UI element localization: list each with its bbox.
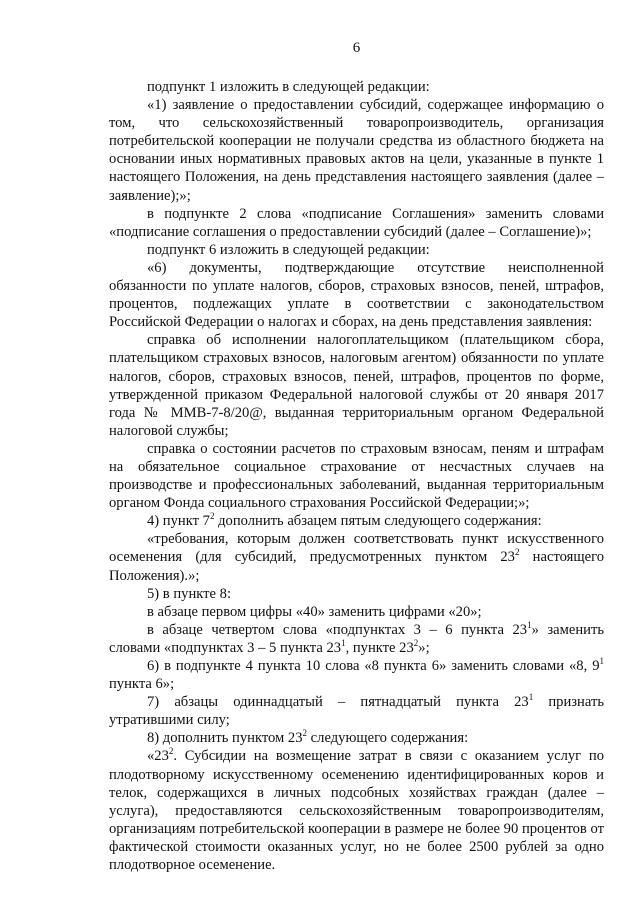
paragraph: в подпункте 2 слова «подписание Соглашения» заменить словами «подписание соглашения о предоставлении субсидий (далее – Соглашение)»; (109, 205, 604, 240)
paragraph: в абзаце первом цифры «40» заменить цифрами «20»; (147, 603, 482, 620)
paragraph: справка об исполнении налогоплательщиком (плательщиком сбора, плательщиком страховых взносов, налоговым агентом) обязанности по уплате налогов, сборов, страховых взносов, пеней, штрафов, процентов по форме, утвержденной приказом Федеральной налоговой службы от 20 января 2017 года № ММВ-7-8/20@, выданная территориальным органом Федеральной налоговой службы; (109, 332, 604, 439)
paragraph: подпункт 6 изложить в следующей редакции: (147, 241, 430, 258)
text-segment: в абзаце четвертом слова «подпунктах 3 – 6 пункта 23 (147, 621, 528, 638)
text-segment: следующего содержания: (307, 730, 469, 747)
paragraph (109, 530, 604, 584)
superscript: 2 (514, 547, 520, 558)
page-number: 6 (352, 40, 361, 56)
text-segment: настоящего Положения).»; (109, 549, 604, 584)
paragraph: 5) в пункте 8: (147, 585, 232, 602)
text-segment: «требования, которым должен соответствовать пункт искусственного осеменения (для субсидий, предусмотренных пунктом 23 (109, 531, 604, 566)
superscript: 2 (413, 638, 419, 649)
paragraph (109, 621, 604, 657)
text-segment: 7) абзацы одиннадцатый – пятнадцатый пункта 23 (147, 694, 529, 711)
document-body (109, 78, 604, 874)
text-segment: пункта 6»; (109, 676, 175, 693)
paragraph (109, 512, 604, 530)
superscript: 1 (599, 656, 604, 667)
superscript: 2 (209, 511, 215, 522)
text-segment: 8) дополнить пунктом 23 (147, 730, 303, 747)
paragraph (109, 657, 604, 693)
paragraph: «6) документы, подтверждающие отсутствие неисполненной обязанности по уплате налогов, сборов, страховых взносов, пеней, штрафов, процентов, подлежащих уплате в соответствии с законодательством Российской Федерации о налогах и сборах, на день представления заявления: (109, 259, 604, 331)
superscript: 2 (302, 728, 308, 739)
text-segment: «23 (147, 748, 169, 765)
paragraph (109, 729, 604, 747)
superscript: 2 (168, 746, 174, 757)
superscript: 1 (528, 692, 534, 703)
text-segment: . Субсидии на возмещение затрат в связи с оказанием услуг по плодотворному искусственному осеменению идентифицированных коров и телок, содержащихся в личных подсобных хозяйствах граждан (далее – услуга), предоставляются сельскохозяйственным товаропроизводителям, организациям потребительской кооперации в размере не более 90 процентов от фактической стоимости оказанных услуг, но не более 2500 рублей за одно плодотворное осеменение. (109, 748, 604, 874)
text-segment: признать утратившими силу; (109, 694, 604, 729)
text-segment: 6) в подпункте 4 пункта 10 слова «8 пункта 6» заменить словами «8, 9 (147, 658, 600, 674)
paragraph: подпункт 1 изложить в следующей редакции: (147, 79, 430, 95)
superscript: 1 (527, 619, 532, 630)
text-segment: »; (418, 639, 430, 656)
paragraph (109, 747, 604, 874)
paragraph: «1) заявление о предоставлении субсидий, содержащее информацию о том, что сельскохозяйственный товаропроизводитель, организация потребительской кооперации не получали средства из областного бюджета на основании иных нормативных правовых актов на цели, указанные в пункте 1 настоящего Положения, на день представления настоящего заявления (далее – заявление);»; (109, 97, 604, 204)
text-segment: » заменить словами «подпунктах 3 – 5 пункта 23 (109, 621, 604, 656)
paragraph: справка о состоянии расчетов по страховым взносам, пеням и штрафам на обязательное социальное страхование от несчастных случаев на производстве и профессиональных заболеваний, выданная территориальным органом Фонда социального страхования Российской Федерации;»; (109, 440, 604, 512)
superscript: 1 (341, 638, 346, 649)
text-segment: , пункте 23 (345, 639, 414, 656)
text-segment: дополнить абзацем пятым следующего содержания: (214, 513, 542, 530)
paragraph (109, 693, 604, 729)
text-segment: 4) пункт 7 (147, 513, 210, 530)
